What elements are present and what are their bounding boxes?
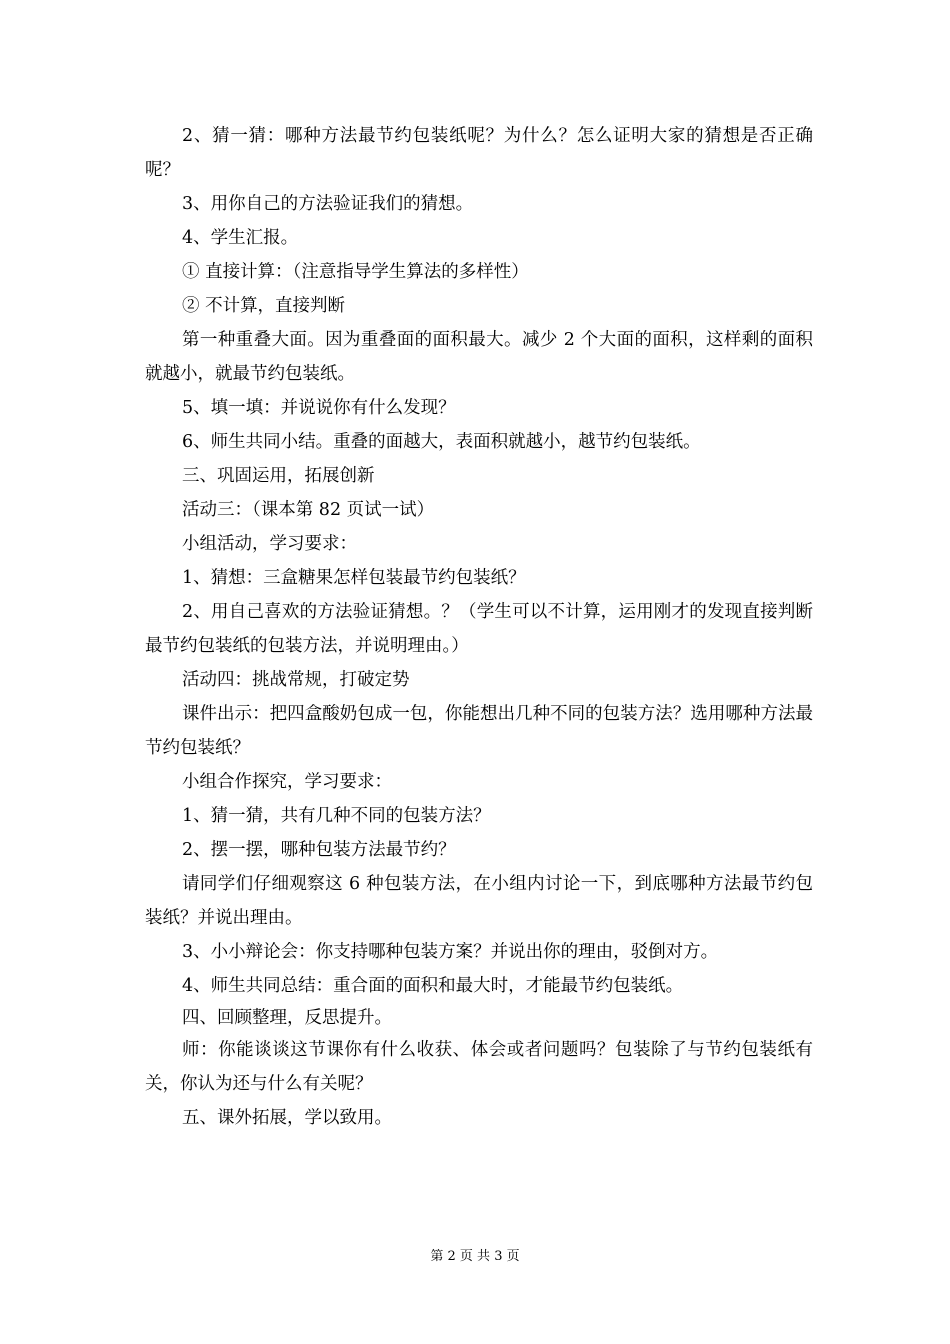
paragraph: 4、师生共同总结：重合面的面积和最大时，才能最节约包装纸。 — [182, 976, 684, 996]
paragraph: 2、用自己喜欢的方法验证猜想。？（学生可以不计算，运用刚才的发现直接判断最节约包装纸的包装方法，并说明理由。） — [145, 602, 813, 656]
page-footer — [0, 1248, 950, 1266]
paragraph: ① 直接计算：（注意指导学生算法的多样性） — [182, 262, 529, 282]
paragraph: 小组活动，学习要求： — [182, 534, 357, 554]
paragraph: 4、学生汇报。 — [182, 228, 299, 248]
paragraph: 3、用你自己的方法验证我们的猜想。 — [182, 194, 474, 214]
paragraph: 活动三：（课本第 82 页试一试） — [182, 500, 435, 520]
section-heading: 三、巩固运用，拓展创新 — [182, 466, 375, 486]
paragraph: 2、猜一猜：哪种方法最节约包装纸呢？为什么？怎么证明大家的猜想是否正确呢？ — [145, 126, 813, 180]
paragraph: 5、填一填：并说说你有什么发现？ — [182, 398, 456, 418]
paragraph: 课件出示：把四盒酸奶包成一包，你能想出几种不同的包装方法？选用哪种方法最节约包装纸？ — [145, 704, 813, 758]
paragraph: 3、小小辩论会：你支持哪种包装方案？并说出你的理由，驳倒对方。 — [182, 942, 719, 962]
paragraph: 6、师生共同小结。重叠的面越大，表面积就越小，越节约包装纸。 — [182, 432, 701, 452]
paragraph: 1、猜想：三盒糖果怎样包装最节约包装纸？ — [182, 568, 526, 588]
paragraph: 小组合作探究，学习要求： — [182, 772, 392, 792]
document-body — [145, 119, 813, 1135]
paragraph: 请同学们仔细观察这 6 种包装方法，在小组内讨论一下，到底哪种方法最节约包装纸？并说出理由。 — [145, 874, 813, 928]
paragraph: 第一种重叠大面。因为重叠面的面积最大。减少 2 个大面的面积，这样剩的面积就越小，就最节约包装纸。 — [145, 330, 813, 384]
paragraph: 活动四：挑战常规，打破定势 — [182, 670, 410, 690]
page-number-label: 第 2 页 共 3 页 — [430, 1249, 520, 1264]
section-heading: 四、回顾整理，反思提升。 — [182, 1008, 392, 1028]
paragraph: 2、摆一摆，哪种包装方法最节约？ — [182, 840, 456, 860]
section-heading: 五、课外拓展，学以致用。 — [182, 1108, 392, 1128]
paragraph: ② 不计算，直接判断 — [182, 296, 346, 316]
paragraph: 师：你能谈谈这节课你有什么收获、体会或者问题吗？包装除了与节约包装纸有关，你认为还与什么有关呢？ — [145, 1040, 813, 1094]
paragraph: 1、猜一猜，共有几种不同的包装方法？ — [182, 806, 491, 826]
